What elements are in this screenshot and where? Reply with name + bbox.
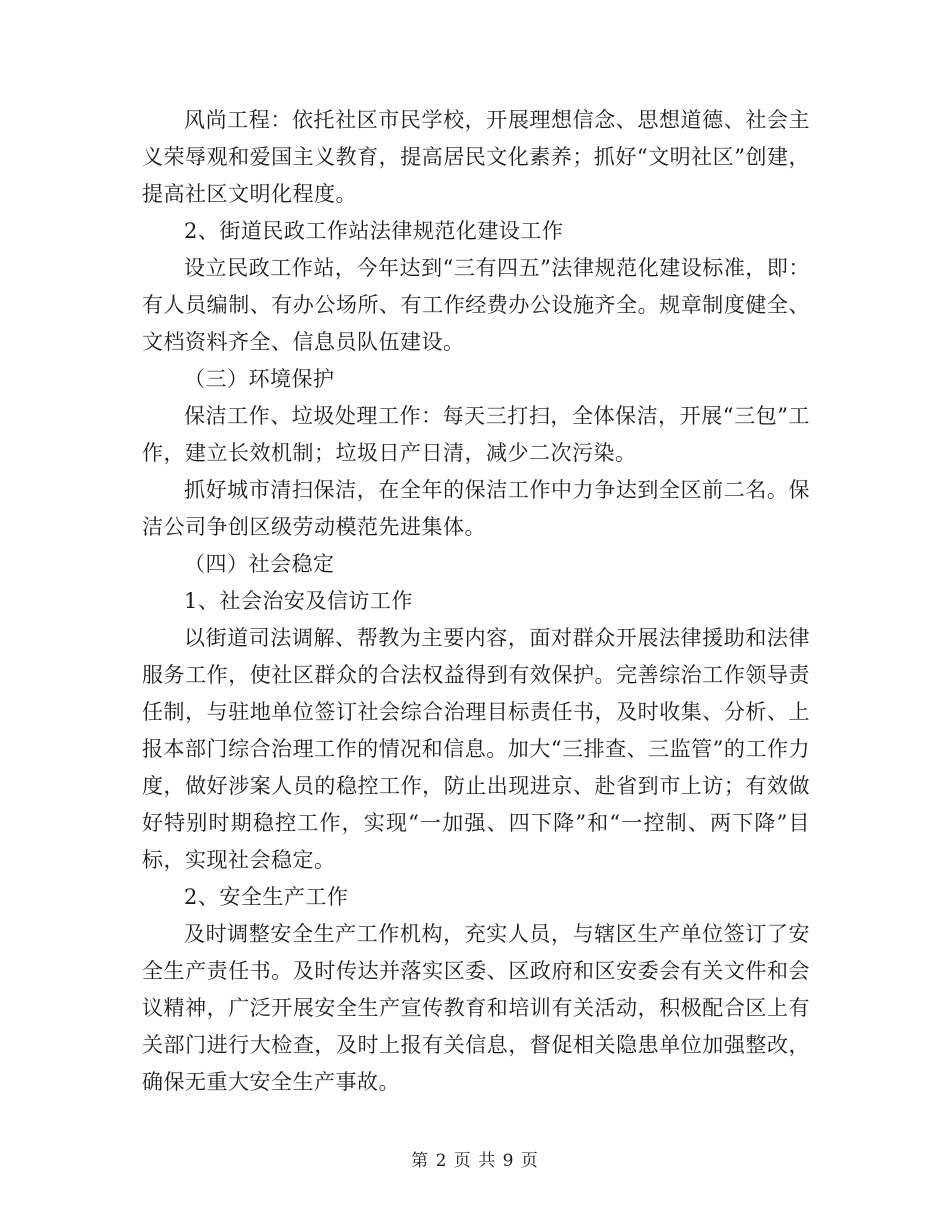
paragraph-cleaning-work: 保洁工作、垃圾处理工作：每天三打扫，全体保洁，开展“三包”工作，建立长效机制；垃圾日产日清，减少二次污染。 [142, 404, 810, 465]
paragraph-city-cleaning: 抓好城市清扫保洁，在全年的保洁工作中力争达到全区前二名。保洁公司争创区级劳动模范先进集体。 [142, 478, 810, 539]
heading-environment-protection: （三）环境保护 [184, 367, 335, 391]
page-number-footer: 第 2 页 共 9 页 [411, 1151, 539, 1171]
paragraph-civil-affairs-station: 设立民政工作站，今年达到“三有四五”法律规范化建设标准，即：有人员编制、有办公场所、有工作经费办公设施齐全。规章制度健全、文档资料齐全、信息员队伍建设。 [142, 256, 810, 354]
paragraph-fengshang-project: 风尚工程：依托社区市民学校，开展理想信念、思想道德、社会主义荣辱观和爱国主义教育，提高居民文化素养；抓好“文明社区”创建，提高社区文明化程度。 [142, 108, 810, 206]
paragraph-safety-production: 及时调整安全生产工作机构，充实人员，与辖区生产单位签订了安全生产责任书。及时传达并落实区委、区政府和区安委会有关文件和会议精神，广泛开展安全生产宣传教育和培训有关活动，积极配合区上有关部门进行大检查，及时上报有关信息，督促相关隐患单位加强整改，确保无重大安全生产事故。 [142, 922, 810, 1094]
heading-public-security: 1、社会治安及信访工作 [184, 589, 413, 613]
document-body [142, 102, 810, 1101]
heading-social-stability: （四）社会稳定 [184, 552, 335, 576]
heading-civil-affairs-station: 2、街道民政工作站法律规范化建设工作 [184, 219, 564, 243]
heading-safety-production: 2、安全生产工作 [184, 885, 349, 909]
paragraph-public-security: 以街道司法调解、帮教为主要内容，面对群众开展法律援助和法律服务工作，使社区群众的合法权益得到有效保护。完善综治工作领导责任制，与驻地单位签订社会综合治理目标责任书，及时收集、分析、上报本部门综合治理工作的情况和信息。加大“三排查、三监管”的工作力度，做好涉案人员的稳控工作，防止出现进京、赴省到市上访；有效做好特别时期稳控工作，实现“一加强、四下降”和“一控制、两下降”目标，实现社会稳定。 [142, 626, 810, 872]
